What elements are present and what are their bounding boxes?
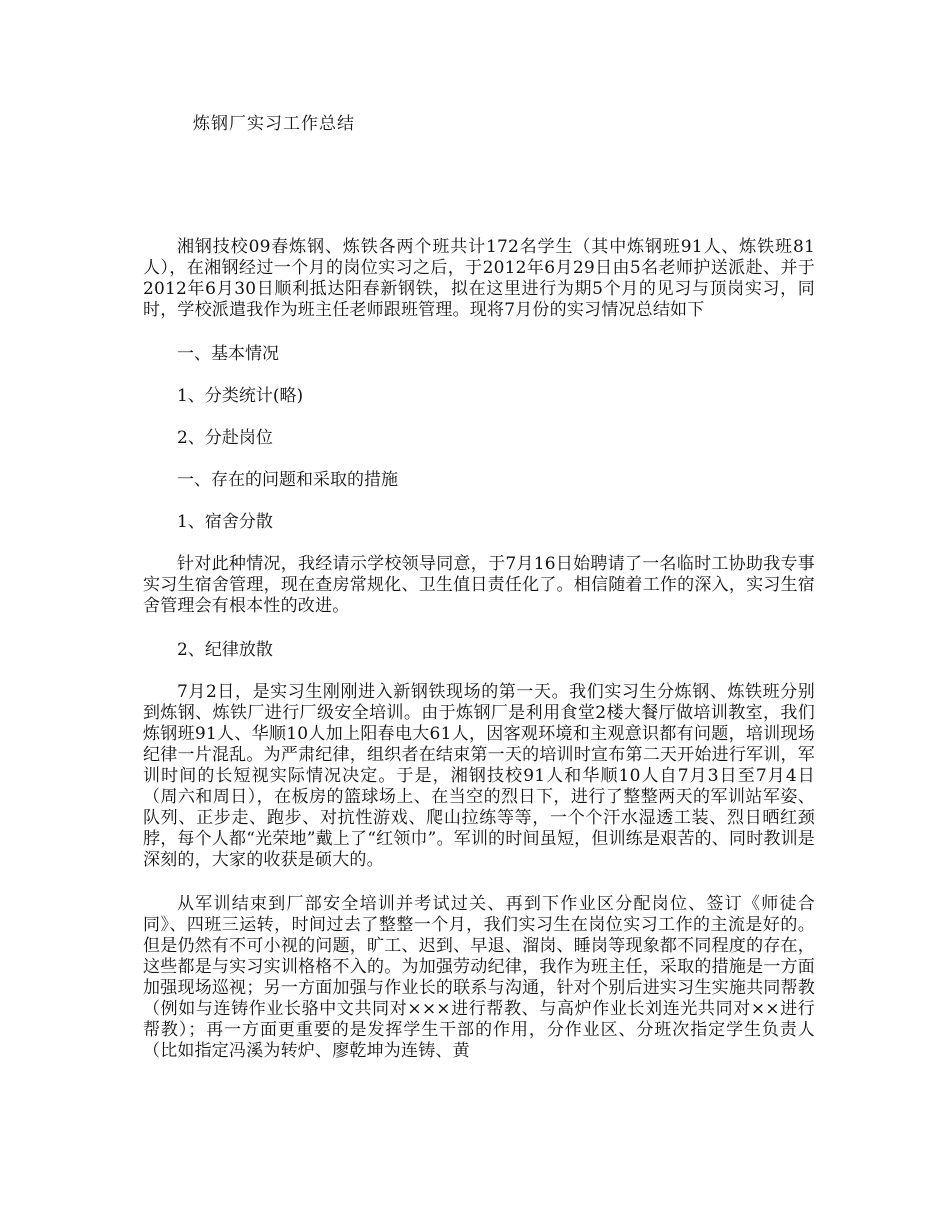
subheading-classification-stats: 1、分类统计(略) <box>177 386 304 406</box>
subheading-dormitory: 1、宿舍分散 <box>177 512 273 532</box>
subheading-discipline: 2、纪律放散 <box>177 640 273 660</box>
section-heading-basic-situation: 一、基本情况 <box>177 344 279 364</box>
intro-paragraph: 湘钢技校09春炼钢、炼铁各两个班共计172名学生（其中炼钢班91人、炼铁班81人），在湘钢经过一个月的岗位实习之后，于2012年6月29日由5名老师护送派赴、并于2012年6月30日顺利抵达阳春新钢铁，拟在这里进行为期5个月的见习与顶岗实习，同时，学校派遣我作为班主任老师跟班管理。现将7月份的实习情况总结如下 <box>143 237 815 320</box>
document-title: 炼钢厂实习工作总结 <box>193 114 355 134</box>
discipline-paragraph-1: 7月2日，是实习生刚刚进入新钢铁现场的第一天。我们实习生分炼钢、炼铁班分别到炼钢、炼铁厂进行厂级安全培训。由于炼钢厂是利用食堂2楼大餐厅做培训教室，我们炼钢班91人、华顺10人加上阳春电大61人，因客观环境和主观意识都有问题，培训现场纪律一片混乱。为严肃纪律，组织者在结束第一天的培训时宣布第二天开始进行军训，军训时间的长短视实际情况决定。于是，湘钢技校91人和华顺10人自7月3日至7月4日（周六和周日），在板房的篮球场上、在当空的烈日下，进行了整整两天的军训站军姿、队列、正步走、跑步、对抗性游戏、爬山拉练等等，一个个汗水湿透工装、烈日晒红颈脖，每个人都“光荣地”戴上了“红领巾”。军训的时间虽短，但训练是艰苦的、同时教训是深刻的，大家的收获是硕大的。 <box>143 682 815 870</box>
subheading-job-assignment: 2、分赴岗位 <box>177 428 273 448</box>
dormitory-paragraph: 针对此种情况，我经请示学校领导同意，于7月16日始聘请了一名临时工协助我专事实习生宿舍管理，现在查房常规化、卫生值日责任化了。相信随着工作的深入，实习生宿舍管理会有根本性的改进。 <box>143 554 815 616</box>
section-heading-problems-measures: 一、存在的问题和采取的措施 <box>177 470 398 490</box>
discipline-paragraph-2: 从军训结束到厂部安全培训并考试过关、再到下作业区分配岗位、签订《师徒合同》、四班三运转，时间过去了整整一个月，我们实习生在岗位实习工作的主流是好的。但是仍然有不可小视的问题，旷工、迟到、早退、溜岗、睡岗等现象都不同程度的存在，这些都是与实习实训格格不入的。为加强劳动纪律，我作为班主任，采取的措施是一方面加强现场巡视；另一方面加强与作业长的联系与沟通，针对个别后进实习生实施共同帮教（例如与连铸作业长骆中文共同对×××进行帮教、与高炉作业长刘连光共同对××进行帮教）；再一方面更重要的是发挥学生干部的作用，分作业区、分班次指定学生负责人（比如指定冯溪为转炉、廖乾坤为连铸、黄 <box>143 894 815 1061</box>
document-body <box>143 237 815 1062</box>
